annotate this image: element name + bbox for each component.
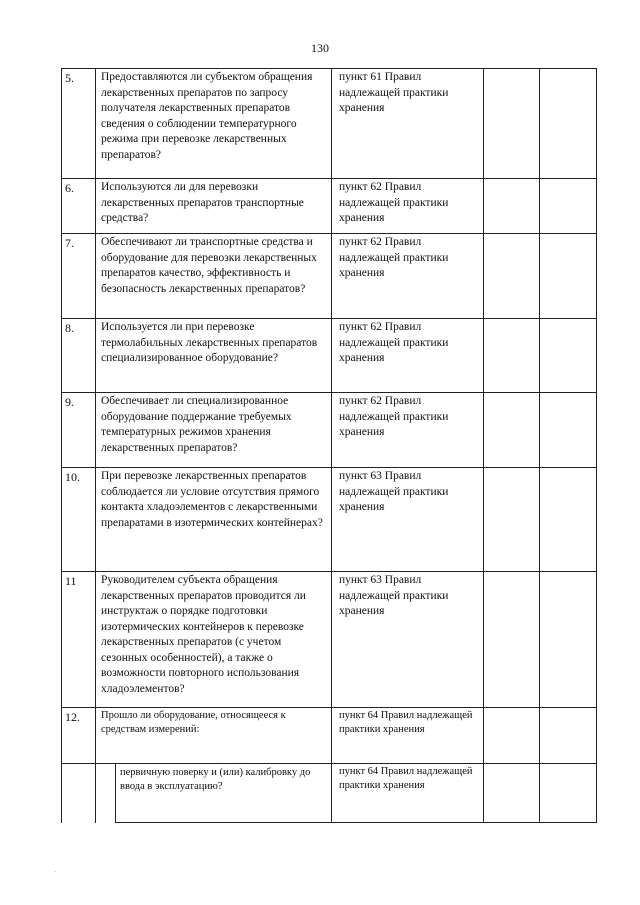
- row-number: 10.: [62, 468, 96, 571]
- table-subrow: [61, 763, 597, 823]
- subrow-bottom-rule: [116, 822, 596, 823]
- row-number: 5.: [62, 69, 96, 178]
- row-reference: пункт 62 Правил надлежащей практики хранения: [332, 393, 484, 467]
- answer-cell: [484, 708, 540, 763]
- note-cell: [540, 393, 596, 467]
- row-reference: пункт 61 Правил надлежащей практики хранения: [332, 69, 484, 178]
- note-cell: [540, 234, 596, 318]
- row-number: 11: [62, 572, 96, 707]
- row-question: Используется ли при перевозке термолабильных лекарственных препаратов специализированное оборудование?: [96, 319, 332, 392]
- table-row: [61, 707, 597, 763]
- indent-cell: [96, 764, 116, 823]
- row-number: 12.: [62, 708, 96, 763]
- row-number: 7.: [62, 234, 96, 318]
- row-question: Прошло ли оборудование, относящееся к средствам измерений:: [96, 708, 332, 763]
- answer-cell: [484, 234, 540, 318]
- answer-cell: [484, 179, 540, 233]
- row-reference: пункт 64 Правил надлежащей практики хранения: [332, 708, 484, 763]
- row-number: 6.: [62, 179, 96, 233]
- note-cell: [540, 319, 596, 392]
- row-question: Обеспечивает ли специализированное оборудование поддержание требуемых температурных режимов хранения лекарственных препаратов?: [96, 393, 332, 467]
- answer-cell: [484, 69, 540, 178]
- row-number: 9.: [62, 393, 96, 467]
- row-reference: пункт 62 Правил надлежащей практики хранения: [332, 319, 484, 392]
- answer-cell: [484, 764, 540, 823]
- answer-cell: [484, 572, 540, 707]
- table-row: [61, 571, 597, 708]
- subrow-question: первичную поверку и (или) калибровку до ввода в эксплуатацию?: [116, 764, 332, 823]
- note-cell: [540, 69, 596, 178]
- row-question: Предоставляются ли субъектом обращения лекарственных препаратов по запросу получателя лекарственных препаратов сведения о соблюдении температурного режима при перевозке лекарственных препаратов?: [96, 69, 332, 178]
- note-cell: [540, 468, 596, 571]
- subrow-reference: пункт 64 Правил надлежащей практики хранения: [332, 764, 484, 823]
- scan-speck: ·: [54, 868, 57, 876]
- answer-cell: [484, 319, 540, 392]
- note-cell: [540, 764, 596, 823]
- row-question: Обеспечивают ли транспортные средства и оборудование для перевозки лекарственных препаратов качество, эффективность и безопасность лекарственных препаратов?: [96, 234, 332, 318]
- row-number: 8.: [62, 319, 96, 392]
- page-number: 130: [311, 41, 329, 55]
- row-reference: пункт 63 Правил надлежащей практики хранения: [332, 572, 484, 707]
- table-row: [61, 467, 597, 572]
- row-reference: пункт 62 Правил надлежащей практики хранения: [332, 234, 484, 318]
- row-question: При перевозке лекарственных препаратов соблюдается ли условие отсутствия прямого контакта хладоэлементов с лекарственными препаратами в изотермических контейнерах?: [96, 468, 332, 571]
- table-row: [61, 233, 597, 319]
- answer-cell: [484, 468, 540, 571]
- row-number-continued: [62, 764, 96, 823]
- answer-cell: [484, 393, 540, 467]
- table-row: [61, 178, 597, 234]
- row-question: Руководителем субъекта обращения лекарственных препаратов проводится ли инструктаж о порядке подготовки изотермических контейнеров к перевозке лекарственных препаратов (с учетом сезонных особенностей), а также о возможности повторного использования хладоэлементов?: [96, 572, 332, 707]
- table-row: [61, 318, 597, 393]
- note-cell: [540, 708, 596, 763]
- note-cell: [540, 179, 596, 233]
- row-question: Используются ли для перевозки лекарственных препаратов транспортные средства?: [96, 179, 332, 233]
- row-reference: пункт 62 Правил надлежащей практики хранения: [332, 179, 484, 233]
- note-cell: [540, 572, 596, 707]
- row-reference: пункт 63 Правил надлежащей практики хранения: [332, 468, 484, 571]
- table-row: [61, 68, 597, 179]
- table-row: [61, 392, 597, 468]
